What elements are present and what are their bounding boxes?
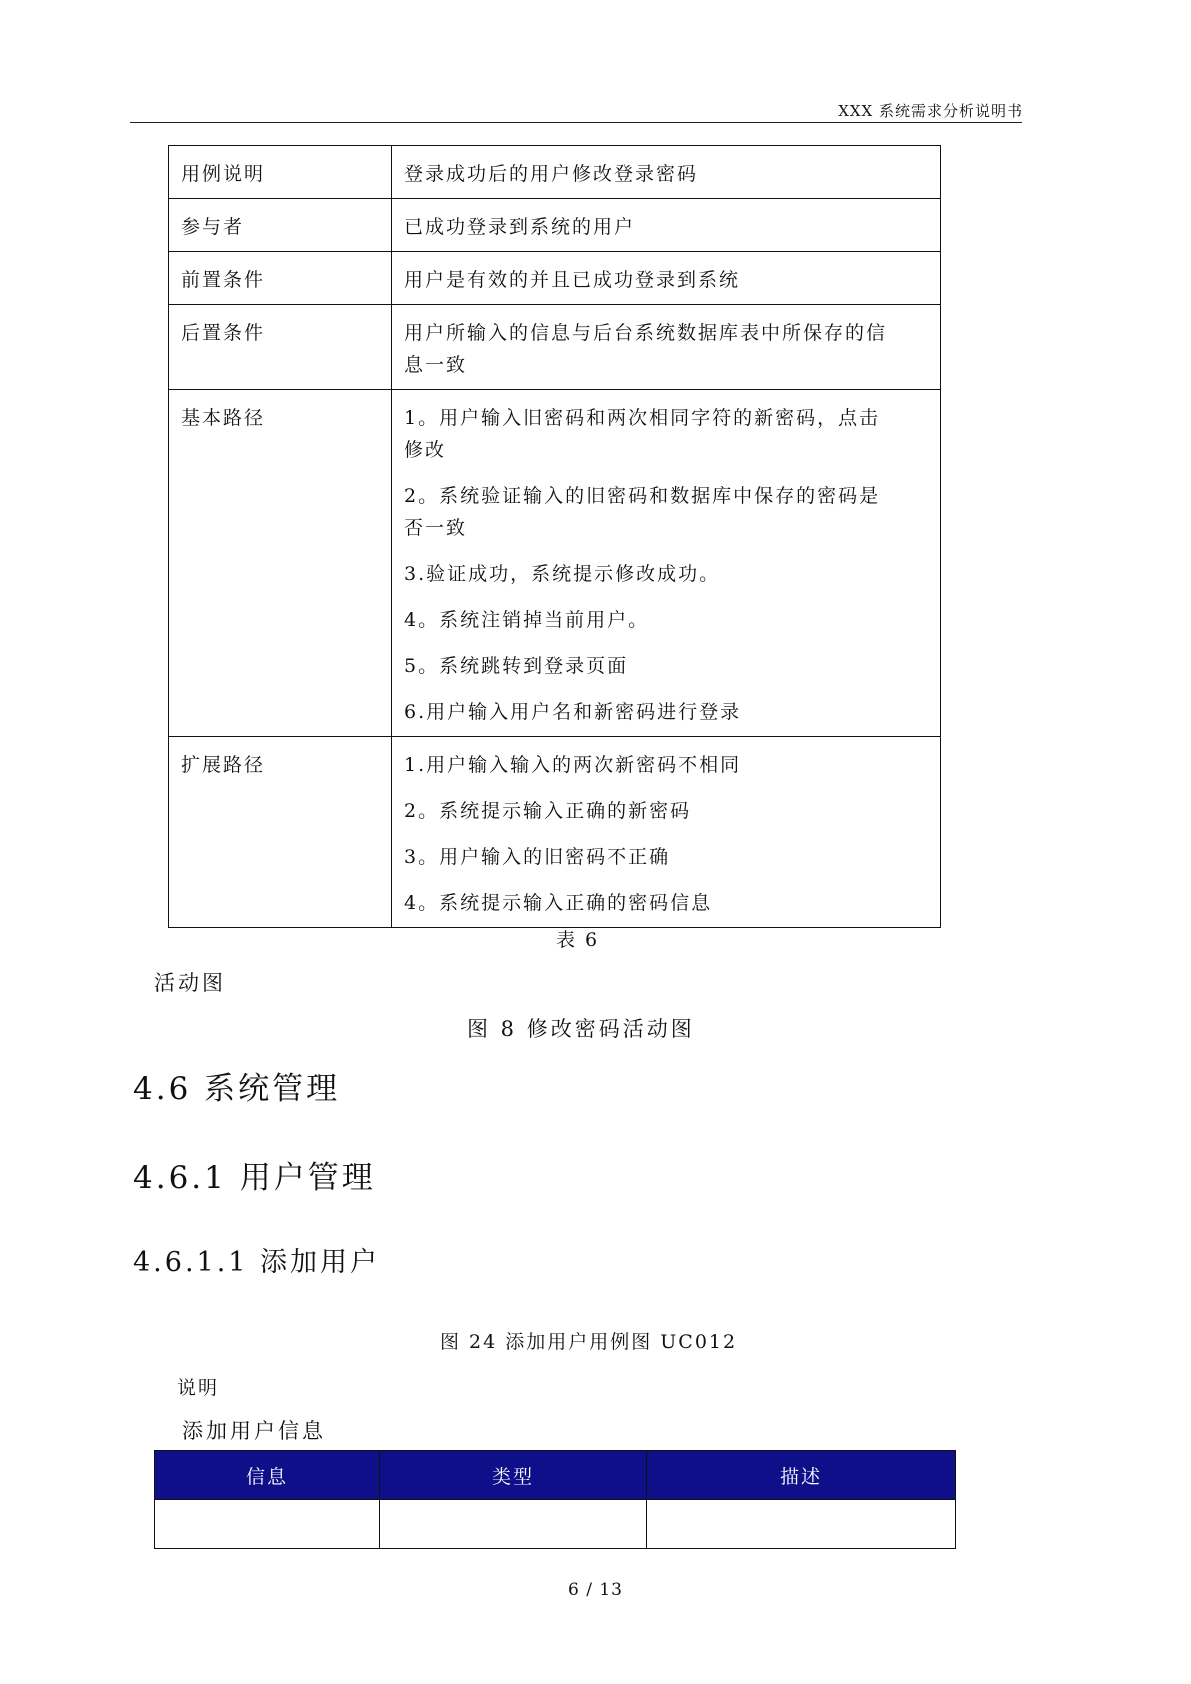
- row-content: [392, 390, 941, 737]
- page-number: 6 / 13: [568, 1580, 623, 1600]
- row-content: [392, 199, 941, 252]
- extension-path-step: 3。用户输入的旧密码不正确: [404, 846, 671, 868]
- table-cell: [155, 1500, 380, 1549]
- row-text: 用户所输入的信息与后台系统数据库表中所保存的信息一致: [404, 322, 888, 376]
- basic-path-step: 2。系统验证输入的旧密码和数据库中保存的密码是否一致: [404, 485, 881, 539]
- basic-path-step: 5。系统跳转到登录页面: [404, 655, 629, 677]
- use-case-table: [168, 145, 941, 928]
- table-cell: [647, 1500, 956, 1549]
- row-label: 用例说明: [169, 146, 392, 199]
- user-info-table: [154, 1450, 956, 1549]
- extension-path-step: 2。系统提示输入正确的新密码: [404, 800, 692, 822]
- explanation-label: 说明: [177, 1377, 220, 1399]
- row-content: [392, 146, 941, 199]
- figure-8-caption: 图 8 修改密码活动图: [467, 1017, 695, 1041]
- column-header-info: 信息: [155, 1451, 380, 1500]
- column-header-type: 类型: [380, 1451, 647, 1500]
- header-divider: [130, 122, 1022, 123]
- page-header-title: XXX 系统需求分析说明书: [838, 102, 1023, 120]
- table-row: [169, 737, 941, 928]
- table-row: [169, 390, 941, 737]
- table-row: [169, 305, 941, 390]
- basic-path-step: 3.验证成功，系统提示修改成功。: [404, 563, 721, 585]
- table-cell: [380, 1500, 647, 1549]
- row-label: 基本路径: [169, 390, 392, 737]
- add-user-info-label: 添加用户信息: [182, 1419, 326, 1443]
- table-row: [155, 1500, 956, 1549]
- row-content: [392, 737, 941, 928]
- row-content: [392, 252, 941, 305]
- table-caption: 表 6: [556, 929, 600, 951]
- basic-path-step: 6.用户输入用户名和新密码进行登录: [404, 701, 742, 723]
- activity-diagram-label: 活动图: [154, 971, 226, 995]
- row-text: 用户是有效的并且已成功登录到系统: [404, 269, 741, 291]
- row-label: 前置条件: [169, 252, 392, 305]
- extension-path-step: 4。系统提示输入正确的密码信息: [404, 892, 713, 914]
- section-heading-4-6-1: 4.6.1 用户管理: [133, 1160, 376, 1196]
- figure-24-caption: 图 24 添加用户用例图 UC012: [440, 1331, 738, 1353]
- basic-path-step: 1。用户输入旧密码和两次相同字符的新密码，点击修改: [404, 407, 881, 461]
- section-heading-4-6-1-1: 4.6.1.1 添加用户: [133, 1247, 381, 1278]
- row-text: 登录成功后的用户修改登录密码: [404, 163, 699, 185]
- basic-path-step: 4。系统注销掉当前用户。: [404, 609, 650, 631]
- row-label: 参与者: [169, 199, 392, 252]
- row-label: 后置条件: [169, 305, 392, 390]
- extension-path-step: 1.用户输入输入的两次新密码不相同: [404, 754, 742, 776]
- table-row: [169, 146, 941, 199]
- table-row: [169, 252, 941, 305]
- table-header-row: [155, 1451, 956, 1500]
- row-content: [392, 305, 941, 390]
- column-header-description: 描述: [647, 1451, 956, 1500]
- row-text: 已成功登录到系统的用户: [404, 216, 636, 238]
- section-heading-4-6: 4.6 系统管理: [133, 1071, 341, 1107]
- table-row: [169, 199, 941, 252]
- row-label: 扩展路径: [169, 737, 392, 928]
